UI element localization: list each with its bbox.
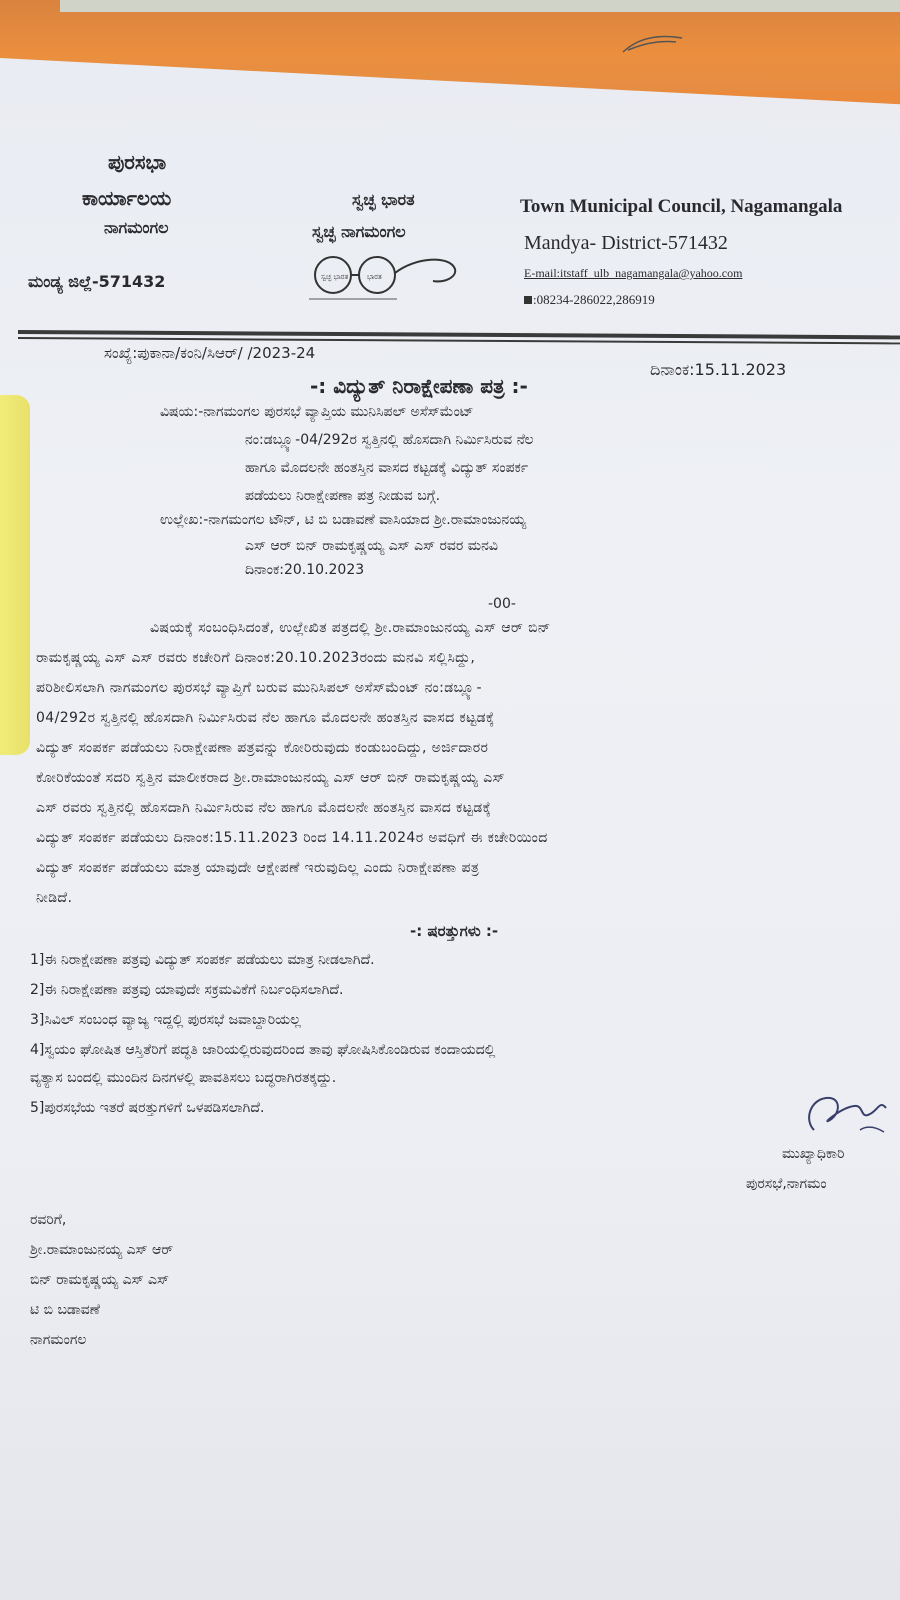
body-line: ಪರಿಶೀಲಿಸಲಾಗಿ ನಾಗಮಂಗಲ ಪುರಸಭೆ ವ್ಯಾಪ್ತಿಗೆ ಬರುವ ಮುನಿಸಿಪಲ್ ಅಸೆಸ್‌ಮೆಂಟ್ ನಂ:ಡಬ್ಲ್ಯೂ-	[36, 680, 482, 696]
swachh-bharat-logo-icon	[305, 255, 465, 305]
signatory-designation: ಮುಖ್ಯಾಧಿಕಾರಿ	[782, 1146, 845, 1162]
body-line: ನೀಡಿದೆ.	[36, 890, 73, 906]
office-name-line1: ಪುರಸಭಾ	[108, 150, 167, 174]
body-line: ವಿಷಯಕ್ಕೆ ಸಂಬಂಧಿಸಿದಂತೆ, ಉಲ್ಲೇಖಿತ ಪತ್ರದಲ್ಲಿ ಶ್ರೀ.ರಾಮಾಂಜುನಯ್ಯ ಎಸ್ ಆರ್ ಬಿನ್	[150, 620, 551, 636]
body-line: ಕೋರಿಕೆಯಂತೆ ಸದರಿ ಸ್ವತ್ತಿನ ಮಾಲೀಕರಾದ ಶ್ರೀ.ರಾಮಾಂಜುನಯ್ಯ ಎಸ್ ಆರ್ ಬಿನ್ ರಾಮಕೃಷ್ಣಯ್ಯ ಎಸ್	[36, 770, 505, 786]
council-district-en: Mandya- District-571432	[524, 232, 728, 254]
body-line: ವಿದ್ಯುತ್ ಸಂಪರ್ಕ ಪಡೆಯಲು ನಿರಾಕ್ಷೇಪಣಾ ಪತ್ರವನ್ನು ಕೋರಿರುವುದು ಕಂಡುಬಂದಿದ್ದು, ಅರ್ಜಿದಾರರ	[36, 740, 489, 756]
svg-text:ಸ್ವಚ್ಛ ಭಾರತ: ಸ್ವಚ್ಛ ಭಾರತ	[321, 273, 349, 281]
condition-item: 4]ಸ್ವಯಂ ಘೋಷಿತ ಆಸ್ತಿತೆರಿಗೆ ಪದ್ಧತಿ ಜಾರಿಯಲ್ಲಿರುವುದರಿಂದ ತಾವು ಘೋಷಿಸಿಕೊಂಡಿರುವ ಕಂದಾಯದಲ್ಲಿ	[30, 1042, 496, 1058]
condition-item: 5]ಪುರಸಭೆಯ ಇತರೆ ಷರತ್ತುಗಳಿಗೆ ಒಳಪಡಿಸಲಾಗಿದೆ.	[30, 1100, 265, 1116]
body-line: ಎಸ್ ರವರು ಸ್ವತ್ತಿನಲ್ಲಿ ಹೊಸದಾಗಿ ನಿರ್ಮಿಸಿರುವ ನೆಲ ಹಾಗೂ ಮೊದಲನೇ ಹಂತಸ್ತಿನ ವಾಸದ ಕಟ್ಟಡಕ್ಕೆ	[36, 800, 492, 816]
scribble-mark	[618, 30, 688, 60]
recipient-line: ಶ್ರೀ.ರಾಮಾಂಜುನಯ್ಯ ಎಸ್ ಆರ್	[30, 1242, 174, 1258]
recipient-line: ಬಿನ್ ರಾಮಕೃಷ್ಣಯ್ಯ ಎಸ್ ಎಸ್	[30, 1272, 170, 1288]
body-line: ವಿದ್ಯುತ್ ಸಂಪರ್ಕ ಪಡೆಯಲು ಮಾತ್ರ ಯಾವುದೇ ಆಕ್ಷೇಪಣೆ ಇರುವುದಿಲ್ಲ ಎಂದು ನಿರಾಕ್ಷೇಪಣಾ ಪತ್ರ	[36, 860, 480, 876]
body-line: 04/292ರ ಸ್ವತ್ತಿನಲ್ಲಿ ಹೊಸದಾಗಿ ನಿರ್ಮಿಸಿರುವ ನೆಲ ಹಾಗೂ ಮೊದಲನೇ ಹಂತಸ್ತಿನ ವಾಸದ ಕಟ್ಟಡಕ್ಕೆ	[36, 710, 495, 726]
subject-line: ವಿಷಯ:-ನಾಗಮಂಗಲ ಪುರಸಭೆ ವ್ಯಾಪ್ತಿಯ ಮುನಿಸಿಪಲ್ ಅಸೆಸ್‌ಮೆಂಟ್	[160, 404, 474, 420]
phone-icon	[524, 296, 532, 304]
council-title-en: Town Municipal Council, Nagamangala	[520, 196, 843, 217]
recipient-line: ರವರಿಗೆ,	[30, 1212, 67, 1228]
separator: -00-	[488, 596, 516, 612]
svg-text:ಭಾರತ: ಭಾರತ	[367, 273, 382, 281]
swachh-nagamangala-label: ಸ್ವಚ್ಛ ನಾಗಮಂಗಲ	[312, 222, 406, 241]
document-title: -: ವಿದ್ಯುತ್ ನಿರಾಕ್ಷೇಪಣಾ ಪತ್ರ :-	[310, 374, 528, 398]
condition-item: ವ್ಯತ್ಯಾಸ ಬಂದಲ್ಲಿ ಮುಂದಿನ ದಿನಗಳಲ್ಲಿ ಪಾವತಿಸಲು ಬದ್ಧರಾಗಿರತಕ್ಕದ್ದು.	[30, 1070, 337, 1086]
reference-number: ಸಂಖ್ಯೆ:ಪುಕಾನಾ/ಕಂನಿ/ಸಿಆರ್/ /2023-24	[104, 344, 316, 362]
letter-date: ದಿನಾಂಕ:15.11.2023	[650, 360, 787, 379]
office-town: ನಾಗಮಂಗಲ	[104, 218, 169, 237]
subject-line: ಪಡೆಯಲು ನಿರಾಕ್ಷೇಪಣಾ ಪತ್ರ ನೀಡುವ ಬಗ್ಗೆ.	[245, 488, 441, 504]
signature-mark	[800, 1090, 890, 1150]
top-paper-strip	[60, 0, 900, 12]
recipient-line: ಟಿ ಬಿ ಬಡಾವಣೆ	[30, 1302, 100, 1318]
office-name-line2: ಕಾರ್ಯಾಲಯ	[82, 186, 172, 210]
reference-line: ದಿನಾಂಕ:20.10.2023	[245, 562, 365, 578]
body-line: ವಿದ್ಯುತ್ ಸಂಪರ್ಕ ಪಡೆಯಲು ದಿನಾಂಕ:15.11.2023 ರಿಂದ 14.11.2024ರ ಅವಧಿಗೆ ಈ ಕಚೇರಿಯಿಂದ	[36, 830, 548, 846]
condition-item: 3]ಸಿವಿಲ್ ಸಂಬಂಧ ವ್ಯಾಜ್ಯ ಇದ್ದಲ್ಲಿ ಪುರಸಭೆ ಜವಾಬ್ದಾರಿಯಲ್ಲ	[30, 1012, 301, 1028]
condition-item: 1]ಈ ನಿರಾಕ್ಷೇಪಣಾ ಪತ್ರವು ವಿದ್ಯುತ್ ಸಂಪರ್ಕ ಪಡೆಯಲು ಮಾತ್ರ ನೀಡಲಾಗಿದೆ.	[30, 952, 375, 968]
swachh-bharat-label: ಸ್ವಚ್ಛ ಭಾರತ	[352, 190, 415, 209]
subject-line: ನಂ:ಡಬ್ಲ್ಯೂ-04/292ರ ಸ್ವತ್ತಿನಲ್ಲಿ ಹೊಸದಾಗಿ ನಿರ್ಮಿಸಿರುವ ನೆಲ	[245, 432, 534, 448]
body-line: ರಾಮಕೃಷ್ಣಯ್ಯ ಎಸ್ ಎಸ್ ರವರು ಕಚೇರಿಗೆ ದಿನಾಂಕ:20.10.2023ರಂದು ಮನವಿ ಸಲ್ಲಿಸಿದ್ದು,	[36, 650, 476, 666]
council-email: E-mail:itstaff_ulb_nagamangala@yahoo.com	[524, 266, 743, 280]
office-district: ಮಂಡ್ಯ ಜಿಲ್ಲೆ-571432	[28, 272, 166, 291]
conditions-heading: -: ಷರತ್ತುಗಳು :-	[410, 922, 499, 940]
council-phone-row	[524, 292, 655, 308]
reference-line: ಉಲ್ಲೇಖ:-ನಾಗಮಂಗಲ ಟೌನ್, ಟಿ ಬಿ ಬಡಾವಣೆ ವಾಸಿಯಾದ ಶ್ರೀ.ರಾಮಾಂಜುನಯ್ಯ	[160, 512, 527, 528]
signatory-office: ಪುರಸಭೆ,ನಾಗಮಂ	[746, 1176, 827, 1192]
sticky-note	[0, 395, 30, 755]
reference-line: ಎಸ್ ಆರ್ ಬಿನ್ ರಾಮಕೃಷ್ಣಯ್ಯ ಎಸ್ ಎಸ್ ರವರ ಮನವಿ	[245, 538, 498, 554]
subject-line: ಹಾಗೂ ಮೊದಲನೇ ಹಂತಸ್ತಿನ ವಾಸದ ಕಟ್ಟಡಕ್ಕೆ ವಿದ್ಯುತ್ ಸಂಪರ್ಕ	[245, 460, 529, 476]
recipient-line: ನಾಗಮಂಗಲ	[30, 1332, 87, 1348]
condition-item: 2]ಈ ನಿರಾಕ್ಷೇಪಣಾ ಪತ್ರವು ಯಾವುದೇ ಸಕ್ರಮವಿಕೆಗೆ ನಿರ್ಬಂಧಿಸಲಾಗಿದೆ.	[30, 982, 344, 998]
council-phone: :08234-286022,286919	[533, 292, 655, 307]
